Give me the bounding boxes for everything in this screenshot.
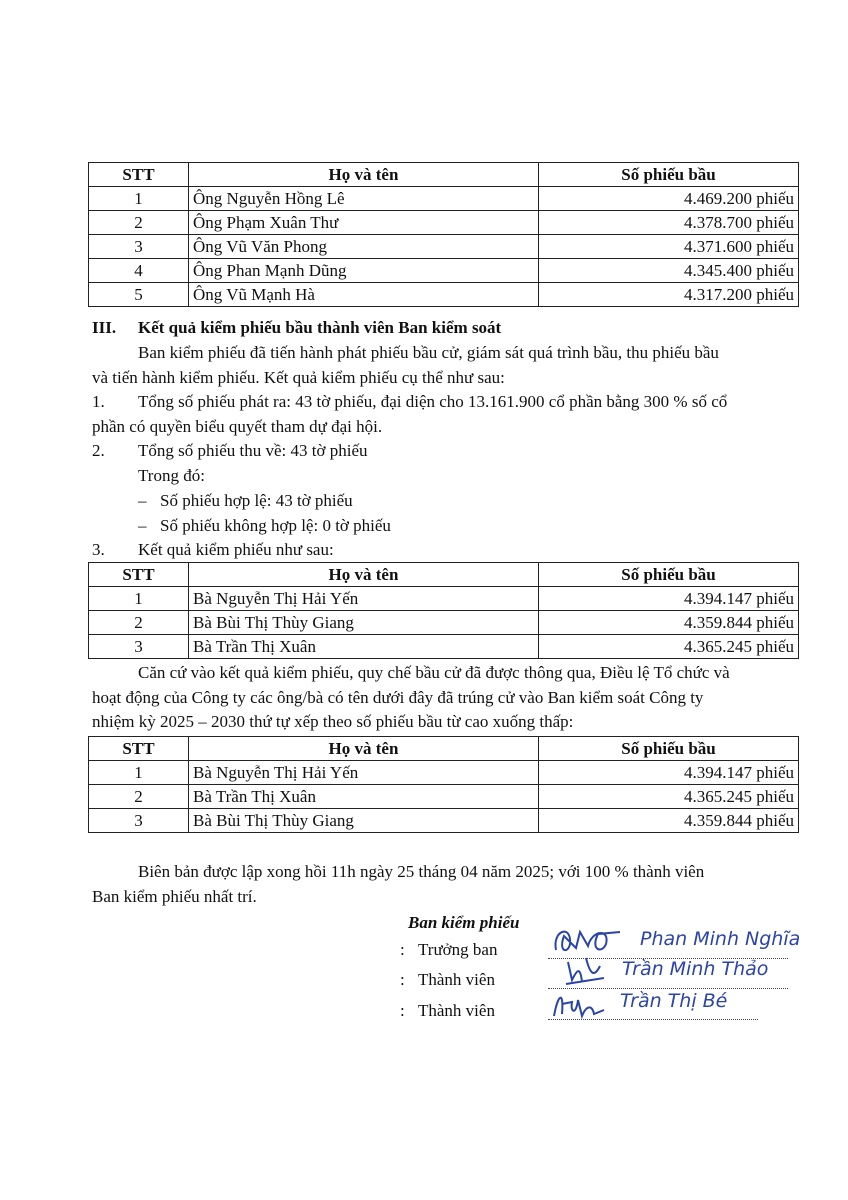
table-header-row xyxy=(89,563,799,587)
closing-line-2: Ban kiểm phiếu nhất trí. xyxy=(92,887,257,906)
role-thanh-vien-1: Thành viên xyxy=(418,970,495,989)
cell-votes: 4.378.700 phiếu xyxy=(539,211,799,235)
conclusion-line-1: Căn cứ vào kết quả kiểm phiếu, quy chế bầu cử đã được thông qua, Điều lệ Tổ chức và xyxy=(138,663,730,682)
header-name: Họ và tên xyxy=(189,737,539,761)
table-row xyxy=(89,761,799,785)
header-stt: STT xyxy=(89,563,189,587)
cell-stt: 2 xyxy=(89,611,189,635)
table-row xyxy=(89,259,799,283)
intro-line-1: Ban kiểm phiếu đã tiến hành phát phiếu bầu cử, giám sát quá trình bầu, thu phiếu bầu xyxy=(138,343,719,362)
table-row xyxy=(89,611,799,635)
signature-mark-3 xyxy=(548,986,608,1024)
section-title: Kết quả kiểm phiếu bầu thành viên Ban kiểm soát xyxy=(138,318,502,337)
item-2-text: Tổng số phiếu thu về: 43 tờ phiếu xyxy=(138,441,368,460)
table-header-row xyxy=(89,163,799,187)
header-stt: STT xyxy=(89,737,189,761)
header-votes: Số phiếu bầu xyxy=(539,737,799,761)
intro-line-2: và tiến hành kiểm phiếu. Kết quả kiểm phiếu cụ thể như sau: xyxy=(92,368,505,387)
cell-votes: 4.345.400 phiếu xyxy=(539,259,799,283)
cell-votes: 4.365.245 phiếu xyxy=(539,635,799,659)
conclusion-line-2: hoạt động của Công ty các ông/bà có tên dưới đây đã trúng cử vào Ban kiểm soát Công ty xyxy=(92,688,704,707)
table-row xyxy=(89,283,799,307)
cell-name: Ông Vũ Văn Phong xyxy=(189,235,539,259)
cell-votes: 4.371.600 phiếu xyxy=(539,235,799,259)
header-name: Họ và tên xyxy=(189,163,539,187)
signature-heading: Ban kiểm phiếu xyxy=(408,913,520,932)
item-1-number: 1. xyxy=(92,392,105,411)
table-row xyxy=(89,187,799,211)
handwritten-name-2: Trần Minh Thảo xyxy=(622,958,769,980)
role-colon: : xyxy=(400,940,405,959)
cell-votes: 4.359.844 phiếu xyxy=(539,809,799,833)
cell-name: Ông Phạm Xuân Thư xyxy=(189,211,539,235)
header-votes: Số phiếu bầu xyxy=(539,163,799,187)
role-thanh-vien-2: Thành viên xyxy=(418,1001,495,1020)
header-name: Họ và tên xyxy=(189,563,539,587)
handwritten-name-3: Trần Thị Bé xyxy=(620,990,728,1012)
table-header-row xyxy=(89,737,799,761)
invalid-votes: Số phiếu không hợp lệ: 0 tờ phiếu xyxy=(160,516,391,535)
conclusion-line-3: nhiệm kỳ 2025 – 2030 thứ tự xếp theo số phiếu bầu từ cao xuống thấp: xyxy=(92,712,574,731)
item-1-line-1: Tổng số phiếu phát ra: 43 tờ phiếu, đại diện cho 13.161.900 cổ phần bằng 300 % số cổ xyxy=(138,392,728,411)
cell-stt: 1 xyxy=(89,587,189,611)
item-3-number: 3. xyxy=(92,540,105,559)
cell-name: Ông Phan Mạnh Dũng xyxy=(189,259,539,283)
cell-votes: 4.394.147 phiếu xyxy=(539,761,799,785)
section-number: III. xyxy=(92,318,117,337)
cell-name: Ông Nguyễn Hồng Lê xyxy=(189,187,539,211)
elected-table-1 xyxy=(88,162,799,307)
bullet-dash: – xyxy=(138,516,147,535)
cell-votes: 4.365.245 phiếu xyxy=(539,785,799,809)
role-truong-ban: Trưởng ban xyxy=(418,940,498,959)
cell-votes: 4.469.200 phiếu xyxy=(539,187,799,211)
handwritten-name-1: Phan Minh Nghĩa xyxy=(640,928,801,950)
table-row xyxy=(89,809,799,833)
signature-mark-2 xyxy=(560,952,610,988)
cell-stt: 3 xyxy=(89,809,189,833)
valid-votes: Số phiếu hợp lệ: 43 tờ phiếu xyxy=(160,491,353,510)
cell-name: Bà Nguyễn Thị Hải Yến xyxy=(189,761,539,785)
cell-name: Bà Bùi Thị Thùy Giang xyxy=(189,809,539,833)
item-3-text: Kết quả kiểm phiếu như sau: xyxy=(138,540,334,559)
cell-stt: 4 xyxy=(89,259,189,283)
trong-do-label: Trong đó: xyxy=(138,466,205,485)
cell-name: Bà Bùi Thị Thùy Giang xyxy=(189,611,539,635)
table-row xyxy=(89,587,799,611)
cell-name: Bà Trần Thị Xuân xyxy=(189,785,539,809)
role-colon: : xyxy=(400,970,405,989)
table-row xyxy=(89,785,799,809)
cell-stt: 1 xyxy=(89,761,189,785)
table-row xyxy=(89,211,799,235)
header-stt: STT xyxy=(89,163,189,187)
cell-name: Bà Trần Thị Xuân xyxy=(189,635,539,659)
closing-line-1: Biên bản được lập xong hồi 11h ngày 25 tháng 04 năm 2025; với 100 % thành viên xyxy=(138,862,705,881)
table-row xyxy=(89,235,799,259)
cell-stt: 2 xyxy=(89,211,189,235)
cell-name: Bà Nguyễn Thị Hải Yến xyxy=(189,587,539,611)
cell-stt: 3 xyxy=(89,635,189,659)
cell-votes: 4.394.147 phiếu xyxy=(539,587,799,611)
item-1-line-2: phần có quyền biểu quyết tham dự đại hội. xyxy=(92,417,383,436)
cell-name: Ông Vũ Mạnh Hà xyxy=(189,283,539,307)
cell-stt: 5 xyxy=(89,283,189,307)
header-votes: Số phiếu bầu xyxy=(539,563,799,587)
item-2-number: 2. xyxy=(92,441,105,460)
role-colon: : xyxy=(400,1001,405,1020)
cell-stt: 3 xyxy=(89,235,189,259)
supervisory-results-table xyxy=(88,562,799,659)
bullet-dash: – xyxy=(138,491,147,510)
cell-stt: 2 xyxy=(89,785,189,809)
cell-votes: 4.317.200 phiếu xyxy=(539,283,799,307)
table-row xyxy=(89,635,799,659)
cell-stt: 1 xyxy=(89,187,189,211)
cell-votes: 4.359.844 phiếu xyxy=(539,611,799,635)
elected-supervisory-table xyxy=(88,736,799,833)
